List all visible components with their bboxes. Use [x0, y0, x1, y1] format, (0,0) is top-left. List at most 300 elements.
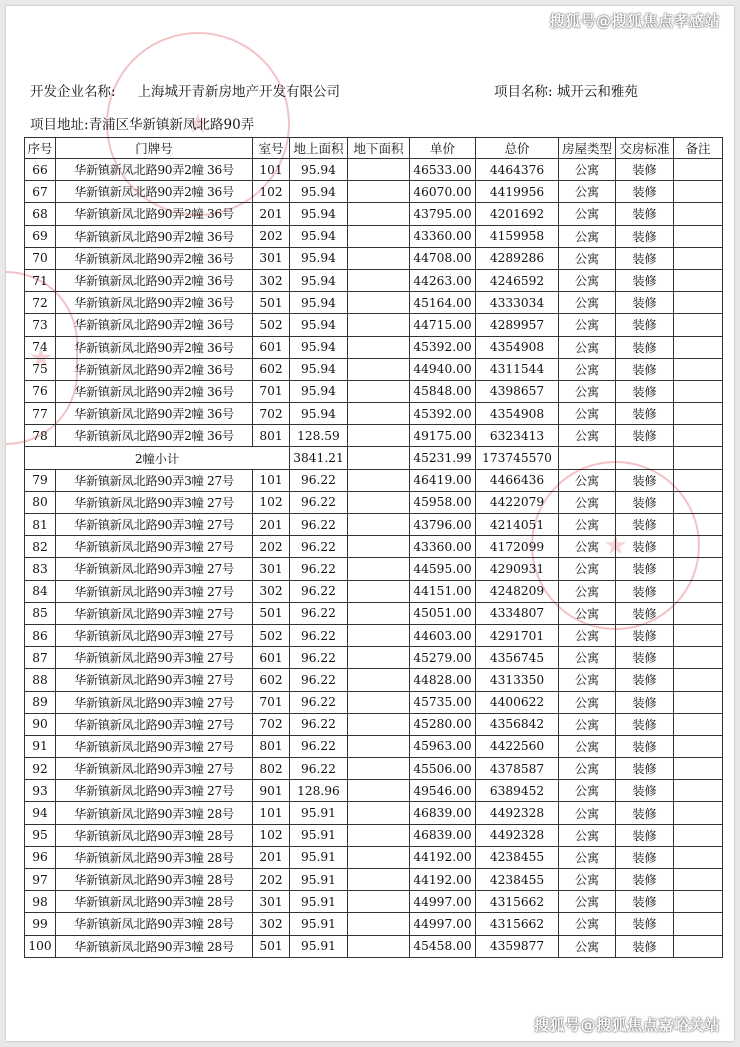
cell-remarks	[674, 181, 723, 203]
cell-house-type: 公寓	[559, 225, 616, 247]
cell-house-type: 公寓	[559, 403, 616, 425]
cell-remarks	[674, 269, 723, 291]
cell-unit-price: 46533.00	[410, 159, 476, 181]
table-row	[25, 380, 723, 402]
cell-total-price: 4356842	[476, 713, 559, 735]
cell-below-area	[348, 159, 410, 181]
table-row	[25, 580, 723, 602]
cell-below-area	[348, 403, 410, 425]
cell-no: 86	[25, 624, 56, 646]
cell-above-area: 95.91	[290, 824, 348, 846]
cell-delivery-standard: 装修	[616, 425, 674, 447]
cell-no: 67	[25, 181, 56, 203]
cell-below-area	[348, 602, 410, 624]
cell-address: 华新镇新凤北路90弄3幢 28号	[56, 802, 253, 824]
cell-above-area: 96.22	[290, 624, 348, 646]
cell-remarks	[674, 469, 723, 491]
subtotal-above-area: 3841.21	[290, 447, 348, 469]
cell-delivery-standard: 装修	[616, 247, 674, 269]
cell-address: 华新镇新凤北路90弄3幢 27号	[56, 491, 253, 513]
cell-unit-price: 45392.00	[410, 403, 476, 425]
cell-above-area: 96.22	[290, 669, 348, 691]
table-row	[25, 802, 723, 824]
cell-above-area: 95.94	[290, 358, 348, 380]
cell-no: 76	[25, 380, 56, 402]
cell-no: 70	[25, 247, 56, 269]
cell-unit-price: 43360.00	[410, 536, 476, 558]
cell-above-area: 96.22	[290, 713, 348, 735]
cell-above-area: 96.22	[290, 758, 348, 780]
cell-total-price: 4291701	[476, 624, 559, 646]
col-header-room: 室号	[253, 138, 290, 159]
cell-below-area	[348, 713, 410, 735]
cell-room: 201	[253, 203, 290, 225]
cell-no: 95	[25, 824, 56, 846]
cell-no: 78	[25, 425, 56, 447]
cell-room: 301	[253, 891, 290, 913]
cell-room: 802	[253, 758, 290, 780]
cell-no: 79	[25, 469, 56, 491]
subtotal-remarks	[674, 447, 723, 469]
cell-address: 华新镇新凤北路90弄2幢 36号	[56, 403, 253, 425]
cell-above-area: 95.94	[290, 159, 348, 181]
table-row	[25, 780, 723, 802]
table-row	[25, 269, 723, 291]
cell-below-area	[348, 624, 410, 646]
cell-house-type: 公寓	[559, 181, 616, 203]
cell-above-area: 96.22	[290, 691, 348, 713]
cell-delivery-standard: 装修	[616, 336, 674, 358]
cell-remarks	[674, 647, 723, 669]
cell-below-area	[348, 758, 410, 780]
cell-unit-price: 43796.00	[410, 514, 476, 536]
cell-delivery-standard: 装修	[616, 647, 674, 669]
cell-total-price: 4354908	[476, 336, 559, 358]
cell-no: 66	[25, 159, 56, 181]
cell-room: 601	[253, 336, 290, 358]
cell-total-price: 4400622	[476, 691, 559, 713]
table-row	[25, 336, 723, 358]
cell-remarks	[674, 846, 723, 868]
cell-room: 302	[253, 269, 290, 291]
cell-delivery-standard: 装修	[616, 292, 674, 314]
cell-delivery-standard: 装修	[616, 558, 674, 580]
cell-total-price: 4289286	[476, 247, 559, 269]
cell-address: 华新镇新凤北路90弄2幢 36号	[56, 269, 253, 291]
cell-delivery-standard: 装修	[616, 514, 674, 536]
cell-no: 99	[25, 913, 56, 935]
cell-address: 华新镇新凤北路90弄3幢 27号	[56, 469, 253, 491]
cell-unit-price: 45279.00	[410, 647, 476, 669]
cell-address: 华新镇新凤北路90弄3幢 27号	[56, 669, 253, 691]
cell-house-type: 公寓	[559, 913, 616, 935]
cell-house-type: 公寓	[559, 159, 616, 181]
cell-unit-price: 44192.00	[410, 869, 476, 891]
cell-above-area: 128.96	[290, 780, 348, 802]
cell-below-area	[348, 469, 410, 491]
project-name	[494, 80, 638, 100]
developer-name	[30, 80, 340, 100]
cell-unit-price: 44715.00	[410, 314, 476, 336]
table-row	[25, 159, 723, 181]
cell-room: 102	[253, 491, 290, 513]
cell-above-area: 128.59	[290, 425, 348, 447]
cell-above-area: 96.22	[290, 735, 348, 757]
table-row	[25, 824, 723, 846]
cell-remarks	[674, 624, 723, 646]
cell-total-price: 4214051	[476, 514, 559, 536]
cell-no: 68	[25, 203, 56, 225]
cell-room: 702	[253, 403, 290, 425]
cell-room: 202	[253, 536, 290, 558]
cell-house-type: 公寓	[559, 647, 616, 669]
cell-remarks	[674, 669, 723, 691]
subtotal-row	[25, 447, 723, 469]
cell-address: 华新镇新凤北路90弄3幢 27号	[56, 514, 253, 536]
cell-house-type: 公寓	[559, 846, 616, 868]
cell-no: 71	[25, 269, 56, 291]
cell-above-area: 95.91	[290, 891, 348, 913]
project-address	[30, 113, 254, 133]
cell-remarks	[674, 536, 723, 558]
cell-remarks	[674, 336, 723, 358]
cell-above-area: 96.22	[290, 580, 348, 602]
cell-unit-price: 44151.00	[410, 580, 476, 602]
developer-value: 上海城开青新房地产开发有限公司	[137, 84, 341, 100]
cell-total-price: 4334807	[476, 602, 559, 624]
cell-delivery-standard: 装修	[616, 159, 674, 181]
cell-room: 202	[253, 225, 290, 247]
cell-below-area	[348, 691, 410, 713]
cell-no: 81	[25, 514, 56, 536]
cell-total-price: 4398657	[476, 380, 559, 402]
cell-unit-price: 44192.00	[410, 846, 476, 868]
cell-below-area	[348, 824, 410, 846]
cell-no: 97	[25, 869, 56, 891]
cell-below-area	[348, 647, 410, 669]
table-row	[25, 869, 723, 891]
cell-below-area	[348, 358, 410, 380]
cell-above-area: 96.22	[290, 602, 348, 624]
cell-unit-price: 45051.00	[410, 602, 476, 624]
table-row	[25, 758, 723, 780]
cell-house-type: 公寓	[559, 780, 616, 802]
cell-delivery-standard: 装修	[616, 269, 674, 291]
cell-remarks	[674, 403, 723, 425]
table-row	[25, 425, 723, 447]
cell-below-area	[348, 536, 410, 558]
cell-remarks	[674, 935, 723, 957]
table-row	[25, 669, 723, 691]
cell-house-type: 公寓	[559, 713, 616, 735]
cell-remarks	[674, 558, 723, 580]
cell-unit-price: 45506.00	[410, 758, 476, 780]
watermark-bottom: 搜狐号@搜狐焦点嘉峪关站	[533, 1016, 720, 1034]
subtotal-unit-price: 45231.99	[410, 447, 476, 469]
cell-address: 华新镇新凤北路90弄2幢 36号	[56, 181, 253, 203]
cell-above-area: 95.94	[290, 380, 348, 402]
cell-total-price: 4419956	[476, 181, 559, 203]
col-header-total-price: 总价	[476, 138, 559, 159]
cell-unit-price: 44708.00	[410, 247, 476, 269]
cell-no: 85	[25, 602, 56, 624]
cell-unit-price: 45280.00	[410, 713, 476, 735]
cell-room: 901	[253, 780, 290, 802]
cell-total-price: 4315662	[476, 891, 559, 913]
cell-unit-price: 46839.00	[410, 802, 476, 824]
cell-room: 801	[253, 735, 290, 757]
cell-address: 华新镇新凤北路90弄3幢 27号	[56, 536, 253, 558]
cell-delivery-standard: 装修	[616, 691, 674, 713]
cell-total-price: 4315662	[476, 913, 559, 935]
cell-total-price: 4238455	[476, 869, 559, 891]
cell-below-area	[348, 935, 410, 957]
cell-above-area: 96.22	[290, 469, 348, 491]
cell-address: 华新镇新凤北路90弄2幢 36号	[56, 380, 253, 402]
cell-total-price: 4313350	[476, 669, 559, 691]
cell-below-area	[348, 269, 410, 291]
cell-above-area: 95.91	[290, 913, 348, 935]
table-row	[25, 358, 723, 380]
cell-address: 华新镇新凤北路90弄3幢 27号	[56, 580, 253, 602]
watermark-top: 搜狐号@搜狐焦点孝感站	[549, 12, 720, 30]
table-row	[25, 913, 723, 935]
cell-no: 69	[25, 225, 56, 247]
cell-remarks	[674, 891, 723, 913]
cell-house-type: 公寓	[559, 247, 616, 269]
cell-house-type: 公寓	[559, 558, 616, 580]
cell-total-price: 4354908	[476, 403, 559, 425]
cell-unit-price: 46070.00	[410, 181, 476, 203]
cell-house-type: 公寓	[559, 292, 616, 314]
cell-unit-price: 43360.00	[410, 225, 476, 247]
cell-delivery-standard: 装修	[616, 225, 674, 247]
cell-room: 102	[253, 181, 290, 203]
cell-remarks	[674, 824, 723, 846]
cell-room: 501	[253, 935, 290, 957]
cell-room: 502	[253, 624, 290, 646]
cell-house-type: 公寓	[559, 624, 616, 646]
cell-no: 90	[25, 713, 56, 735]
cell-address: 华新镇新凤北路90弄3幢 27号	[56, 624, 253, 646]
cell-no: 80	[25, 491, 56, 513]
cell-room: 301	[253, 558, 290, 580]
cell-below-area	[348, 846, 410, 868]
cell-address: 华新镇新凤北路90弄2幢 36号	[56, 358, 253, 380]
cell-below-area	[348, 891, 410, 913]
cell-house-type: 公寓	[559, 536, 616, 558]
cell-remarks	[674, 602, 723, 624]
cell-delivery-standard: 装修	[616, 891, 674, 913]
table-row	[25, 181, 723, 203]
cell-address: 华新镇新凤北路90弄3幢 27号	[56, 758, 253, 780]
col-header-below-area: 地下面积	[348, 138, 410, 159]
cell-room: 201	[253, 846, 290, 868]
cell-delivery-standard: 装修	[616, 181, 674, 203]
col-header-house-type: 房屋类型	[559, 138, 616, 159]
cell-delivery-standard: 装修	[616, 536, 674, 558]
cell-address: 华新镇新凤北路90弄2幢 36号	[56, 225, 253, 247]
subtotal-label: 2幢小计	[25, 447, 290, 469]
cell-below-area	[348, 336, 410, 358]
cell-no: 73	[25, 314, 56, 336]
cell-no: 98	[25, 891, 56, 913]
col-header-address: 门牌号	[56, 138, 253, 159]
cell-room: 602	[253, 669, 290, 691]
cell-total-price: 6323413	[476, 425, 559, 447]
cell-room: 701	[253, 380, 290, 402]
cell-unit-price: 45848.00	[410, 380, 476, 402]
cell-remarks	[674, 314, 723, 336]
cell-room: 502	[253, 314, 290, 336]
cell-unit-price: 45458.00	[410, 935, 476, 957]
cell-above-area: 95.94	[290, 203, 348, 225]
cell-total-price: 4290931	[476, 558, 559, 580]
cell-address: 华新镇新凤北路90弄3幢 27号	[56, 691, 253, 713]
cell-remarks	[674, 713, 723, 735]
cell-address: 华新镇新凤北路90弄3幢 27号	[56, 713, 253, 735]
cell-address: 华新镇新凤北路90弄3幢 28号	[56, 846, 253, 868]
cell-below-area	[348, 869, 410, 891]
table-row	[25, 558, 723, 580]
cell-below-area	[348, 380, 410, 402]
cell-no: 91	[25, 735, 56, 757]
table-row	[25, 713, 723, 735]
cell-delivery-standard: 装修	[616, 358, 674, 380]
cell-remarks	[674, 203, 723, 225]
cell-no: 96	[25, 846, 56, 868]
cell-total-price: 4311544	[476, 358, 559, 380]
table-row	[25, 491, 723, 513]
cell-unit-price: 43795.00	[410, 203, 476, 225]
cell-total-price: 4201692	[476, 203, 559, 225]
cell-delivery-standard: 装修	[616, 469, 674, 491]
cell-unit-price: 44997.00	[410, 891, 476, 913]
cell-room: 501	[253, 292, 290, 314]
cell-room: 301	[253, 247, 290, 269]
table-row	[25, 935, 723, 957]
cell-unit-price: 45958.00	[410, 491, 476, 513]
developer-label: 开发企业名称:	[30, 84, 116, 100]
cell-above-area: 95.91	[290, 846, 348, 868]
cell-above-area: 96.22	[290, 536, 348, 558]
cell-below-area	[348, 225, 410, 247]
cell-delivery-standard: 装修	[616, 203, 674, 225]
cell-above-area: 95.94	[290, 336, 348, 358]
cell-delivery-standard: 装修	[616, 669, 674, 691]
cell-room: 101	[253, 159, 290, 181]
table-row	[25, 647, 723, 669]
cell-house-type: 公寓	[559, 802, 616, 824]
cell-remarks	[674, 491, 723, 513]
cell-no: 87	[25, 647, 56, 669]
cell-no: 89	[25, 691, 56, 713]
cell-address: 华新镇新凤北路90弄3幢 28号	[56, 824, 253, 846]
cell-no: 92	[25, 758, 56, 780]
cell-house-type: 公寓	[559, 891, 616, 913]
cell-address: 华新镇新凤北路90弄3幢 27号	[56, 647, 253, 669]
cell-address: 华新镇新凤北路90弄3幢 27号	[56, 735, 253, 757]
cell-delivery-standard: 装修	[616, 602, 674, 624]
col-header-delivery-standard: 交房标准	[616, 138, 674, 159]
cell-delivery-standard: 装修	[616, 935, 674, 957]
cell-total-price: 4238455	[476, 846, 559, 868]
cell-above-area: 95.94	[290, 292, 348, 314]
cell-below-area	[348, 203, 410, 225]
cell-house-type: 公寓	[559, 469, 616, 491]
cell-total-price: 4422079	[476, 491, 559, 513]
cell-address: 华新镇新凤北路90弄2幢 36号	[56, 247, 253, 269]
cell-remarks	[674, 380, 723, 402]
cell-delivery-standard: 装修	[616, 713, 674, 735]
cell-below-area	[348, 558, 410, 580]
cell-address: 华新镇新凤北路90弄3幢 28号	[56, 891, 253, 913]
table-row	[25, 225, 723, 247]
cell-address: 华新镇新凤北路90弄2幢 36号	[56, 203, 253, 225]
table-row	[25, 469, 723, 491]
cell-remarks	[674, 869, 723, 891]
cell-above-area: 95.91	[290, 869, 348, 891]
table-row	[25, 846, 723, 868]
cell-address: 华新镇新凤北路90弄3幢 28号	[56, 869, 253, 891]
cell-delivery-standard: 装修	[616, 802, 674, 824]
table-row	[25, 403, 723, 425]
table-header-row	[25, 138, 723, 159]
cell-remarks	[674, 514, 723, 536]
cell-delivery-standard: 装修	[616, 580, 674, 602]
cell-above-area: 96.22	[290, 514, 348, 536]
cell-room: 701	[253, 691, 290, 713]
cell-room: 302	[253, 913, 290, 935]
cell-remarks	[674, 358, 723, 380]
table-row	[25, 536, 723, 558]
cell-below-area	[348, 802, 410, 824]
cell-delivery-standard: 装修	[616, 824, 674, 846]
cell-house-type: 公寓	[559, 380, 616, 402]
unit-price-table	[24, 137, 723, 958]
cell-above-area: 95.91	[290, 935, 348, 957]
cell-below-area	[348, 514, 410, 536]
cell-delivery-standard: 装修	[616, 380, 674, 402]
table-row	[25, 891, 723, 913]
cell-unit-price: 45735.00	[410, 691, 476, 713]
cell-above-area: 95.94	[290, 181, 348, 203]
cell-address: 华新镇新凤北路90弄2幢 36号	[56, 425, 253, 447]
cell-above-area: 95.94	[290, 314, 348, 336]
cell-delivery-standard: 装修	[616, 491, 674, 513]
cell-room: 101	[253, 802, 290, 824]
cell-unit-price: 49175.00	[410, 425, 476, 447]
cell-house-type: 公寓	[559, 514, 616, 536]
cell-total-price: 6389452	[476, 780, 559, 802]
cell-remarks	[674, 225, 723, 247]
cell-delivery-standard: 装修	[616, 758, 674, 780]
cell-total-price: 4492328	[476, 824, 559, 846]
cell-address: 华新镇新凤北路90弄2幢 36号	[56, 314, 253, 336]
cell-delivery-standard: 装修	[616, 869, 674, 891]
cell-address: 华新镇新凤北路90弄2幢 36号	[56, 336, 253, 358]
cell-below-area	[348, 780, 410, 802]
table-row	[25, 514, 723, 536]
cell-house-type: 公寓	[559, 336, 616, 358]
subtotal-house-type	[559, 447, 616, 469]
cell-delivery-standard: 装修	[616, 314, 674, 336]
cell-total-price: 4464376	[476, 159, 559, 181]
cell-address: 华新镇新凤北路90弄2幢 36号	[56, 292, 253, 314]
cell-total-price: 4172099	[476, 536, 559, 558]
subtotal-total-price: 173745570	[476, 447, 559, 469]
cell-delivery-standard: 装修	[616, 846, 674, 868]
